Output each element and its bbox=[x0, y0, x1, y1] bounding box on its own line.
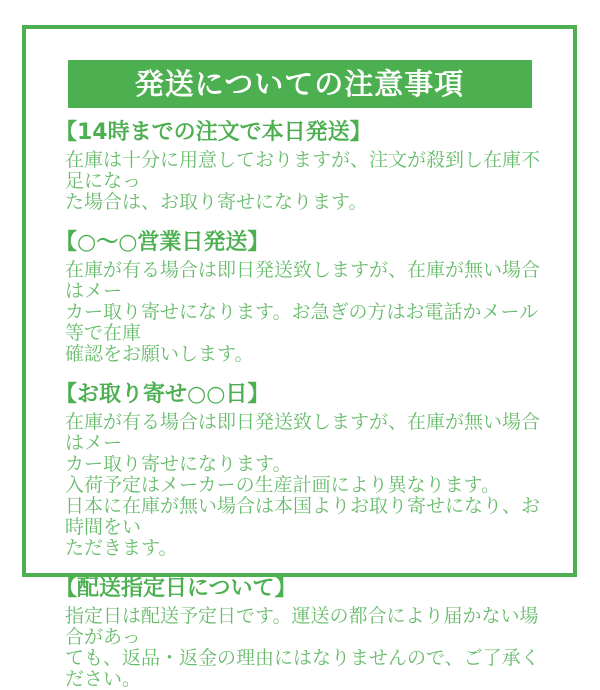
section-body: 在庫が有る場合は即日発送致しますが、在庫が無い場合はメー カー取り寄せになります。お急ぎの方はお電話かメール等で在庫 確認をお願いします。 bbox=[65, 259, 541, 365]
shipping-notice-frame bbox=[22, 25, 577, 690]
section-body: 在庫が有る場合は即日発送致しますが、在庫が無い場合はメー カー取り寄せになります。 入荷予定はメーカーの生産計画により異なります。 日本に在庫が無い場合は本国よりお取り寄せになり、お時間をい ただきます。 bbox=[65, 411, 541, 559]
section-heading: 【14時までの注文で本日発送】 bbox=[55, 120, 372, 145]
notice-content bbox=[26, 118, 573, 690]
page-title: 発送についての注意事項 bbox=[134, 67, 465, 101]
section-heading: 【配送指定日について】 bbox=[55, 576, 297, 601]
section-body: 指定日は配送予定日です。運送の都合により届かない場合があっ ても、返品・返金の理由にはなりませんので、ご了承ください。 bbox=[65, 605, 540, 690]
section-heading: 【○〜○営業日発送】 bbox=[55, 230, 270, 255]
section-body: 在庫は十分に用意しておりますが、注文が殺到し在庫不足になっ た場合は、お取り寄せになります。 bbox=[65, 149, 541, 213]
section-delivery-date bbox=[55, 574, 545, 690]
section-same-day-shipping bbox=[55, 118, 545, 213]
section-backorder-days bbox=[55, 380, 545, 559]
section-heading: 【お取り寄せ○○日】 bbox=[55, 382, 270, 407]
notice-banner bbox=[68, 60, 532, 108]
section-business-days-shipping bbox=[55, 228, 545, 365]
